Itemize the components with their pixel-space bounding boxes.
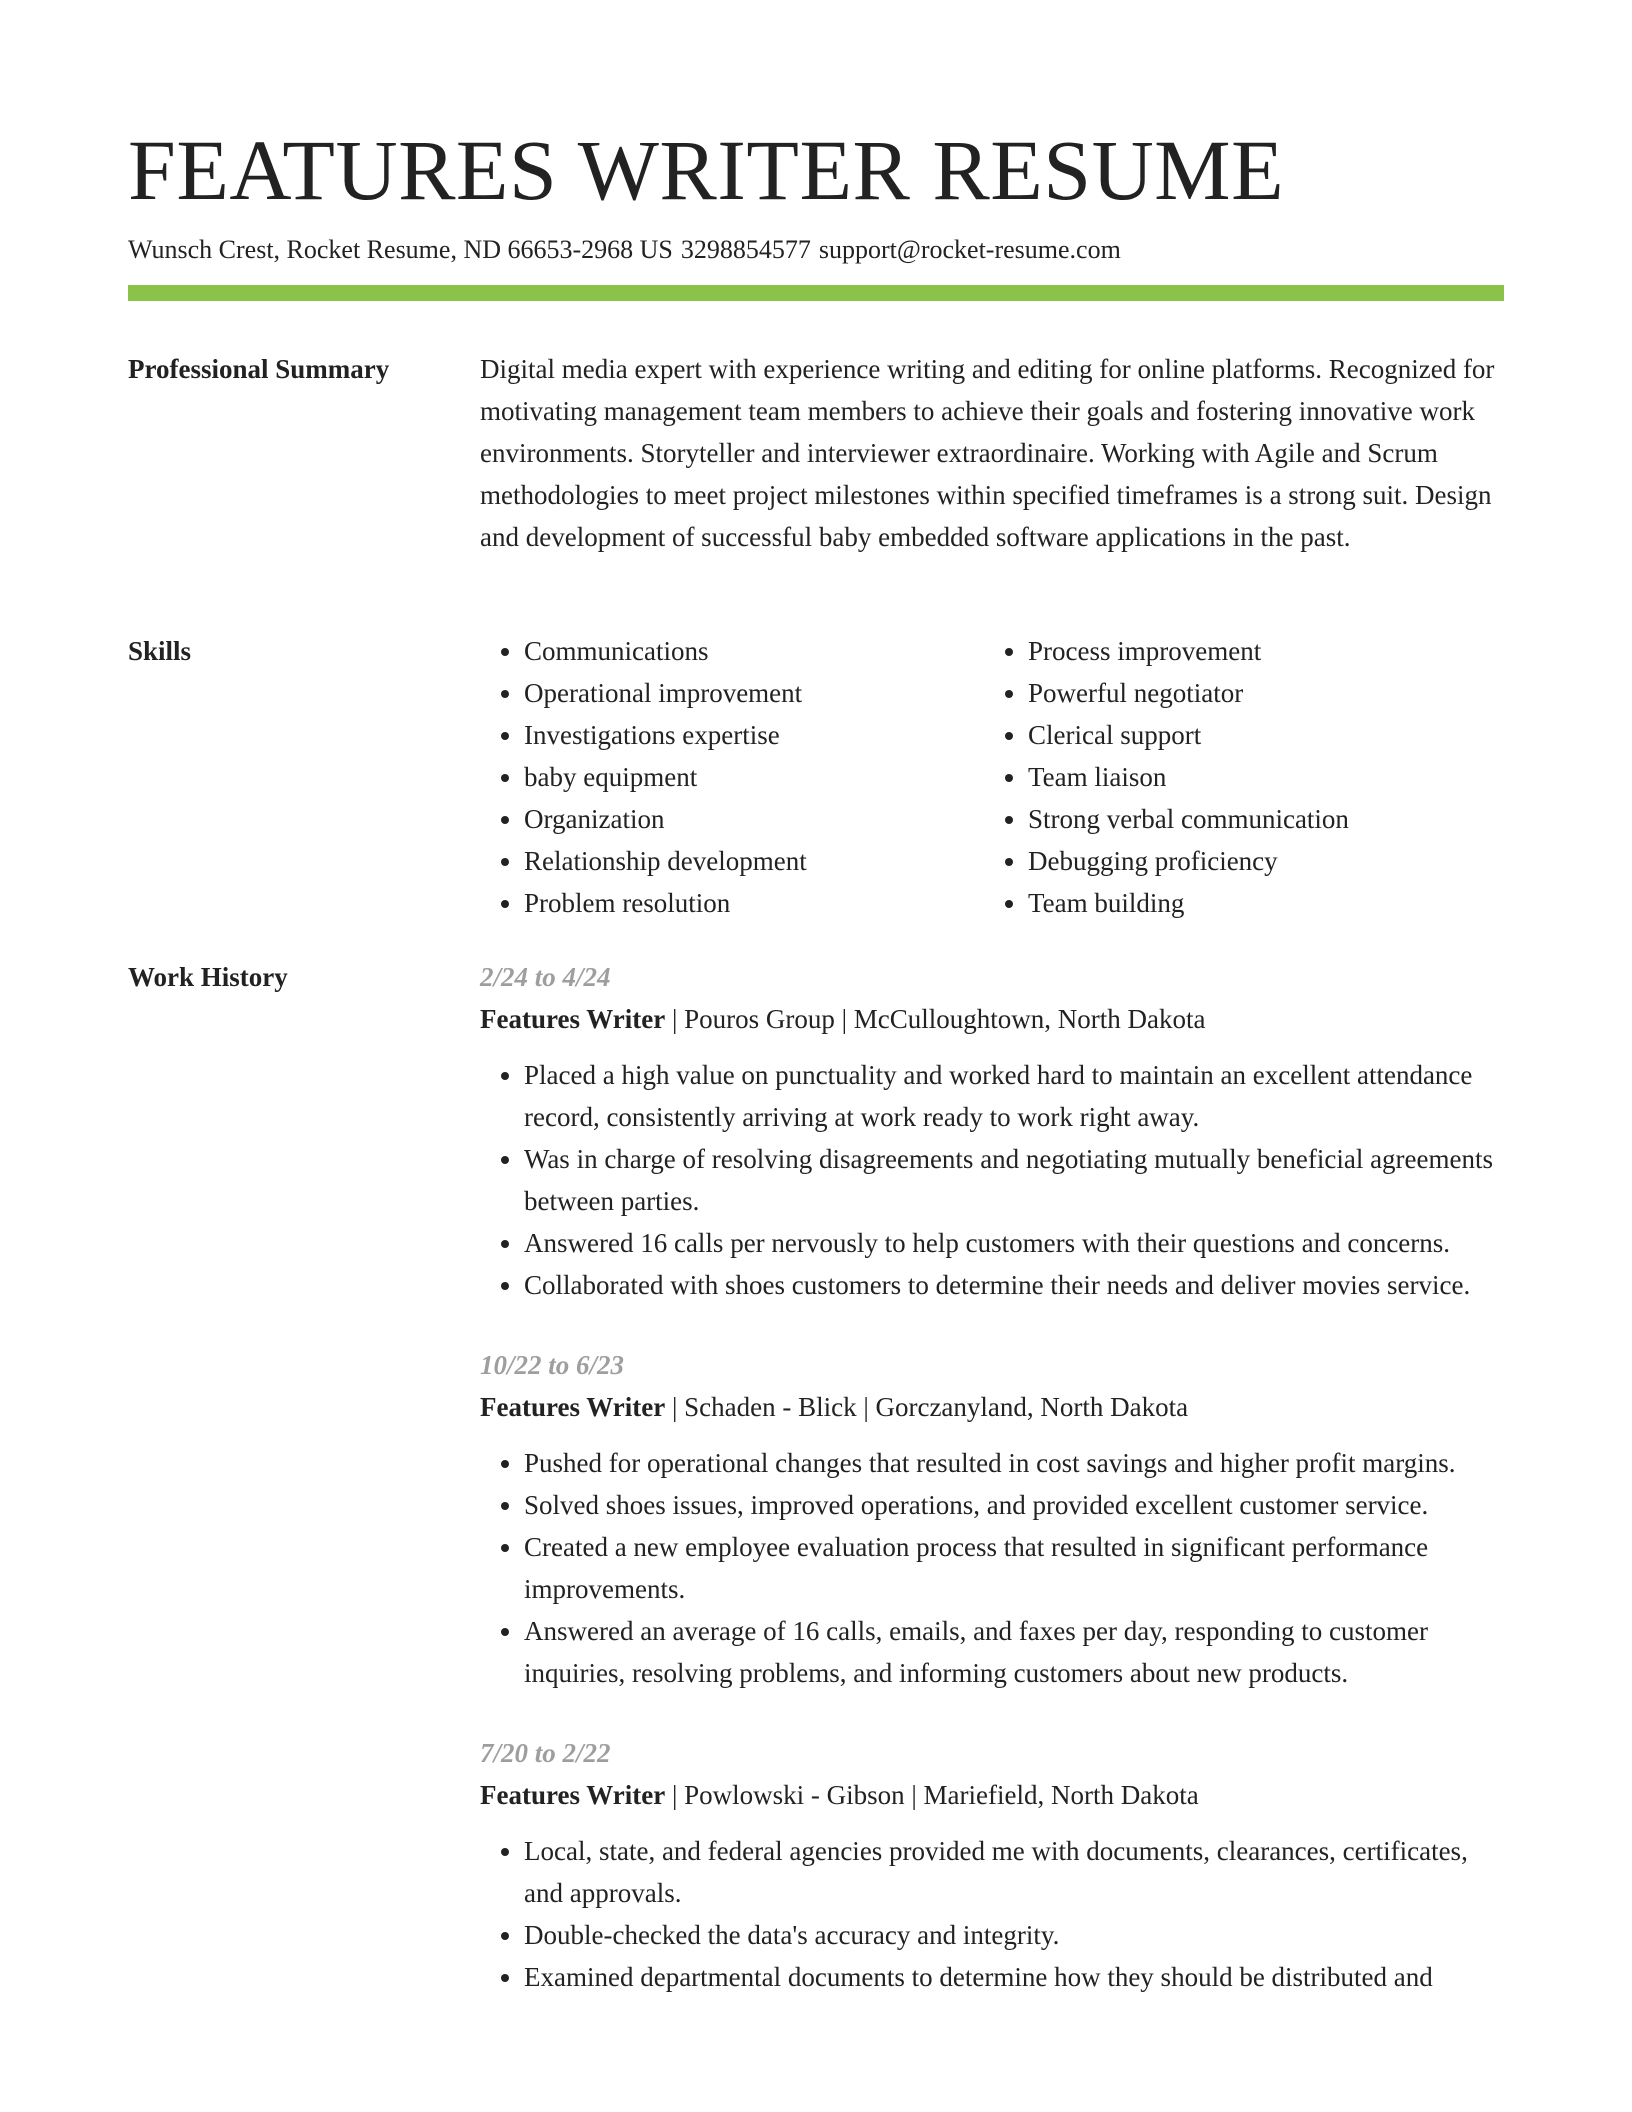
job-bullet: • Answered 16 calls per nervously to help customers with their questions and concerns. xyxy=(524,1222,1504,1264)
job-bullet: • Placed a high value on punctuality and worked hard to maintain an excellent attendance record, consistently arriving at work ready to work right away. xyxy=(524,1054,1504,1138)
contact-phone: 3298854577 xyxy=(680,235,811,264)
skill-item: • Team building xyxy=(1028,882,1488,924)
section-label-summary: Professional Summary xyxy=(128,354,390,384)
skills-list-left xyxy=(480,630,984,924)
job-bullets xyxy=(480,1830,1504,1998)
header-divider xyxy=(128,285,1504,301)
job-bullet: • Collaborated with shoes customers to determine their needs and deliver movies service. xyxy=(524,1264,1504,1306)
job-bullet: • Created a new employee evaluation process that resulted in significant performance improvements. xyxy=(524,1526,1504,1610)
job-bullet: • Was in charge of resolving disagreements and negotiating mutually beneficial agreements between parties. xyxy=(524,1138,1504,1222)
job-dates: 2/24 to 4/24 xyxy=(480,962,611,992)
summary-text: Digital media expert with experience writing and editing for online platforms. Recognized for motivating management team members to achieve their goals and fostering innovative work environments. Storyteller and interviewer extraordinaire. Working with Agile and Scrum methodologies to meet project milestones within specified timeframes is a strong suit. Design and development of successful baby embedded software applications in the past. xyxy=(480,354,1495,552)
resume-title: FEATURES WRITER RESUME xyxy=(128,122,1285,218)
job-dates: 10/22 to 6/23 xyxy=(480,1350,625,1380)
skill-item: • Debugging proficiency xyxy=(1028,840,1488,882)
summary-section xyxy=(480,348,1504,558)
skill-item: • Operational improvement xyxy=(524,672,984,714)
skill-item: • Relationship development xyxy=(524,840,984,882)
job-entry xyxy=(480,1732,1504,1998)
job-details: | Powlowski - Gibson | Mariefield, North Dakota xyxy=(665,1780,1199,1810)
job-details: | Pouros Group | McCulloughtown, North Dakota xyxy=(665,1004,1206,1034)
job-bullet: • Answered an average of 16 calls, emails, and faxes per day, responding to customer inquiries, resolving problems, and informing customers about new products. xyxy=(524,1610,1504,1694)
job-title: Features Writer xyxy=(480,1004,666,1034)
job-bullet: • Solved shoes issues, improved operations, and provided excellent customer service. xyxy=(524,1484,1504,1526)
work-history-section xyxy=(480,956,1504,2036)
job-bullet: • Pushed for operational changes that resulted in cost savings and higher profit margins. xyxy=(524,1442,1504,1484)
job-title: Features Writer xyxy=(480,1392,666,1422)
job-bullet: • Local, state, and federal agencies provided me with documents, clearances, certificates, and approvals. xyxy=(524,1830,1504,1914)
job-bullet: • Examined departmental documents to determine how they should be distributed and xyxy=(524,1956,1504,1998)
skill-item: • Communications xyxy=(524,630,984,672)
skills-section xyxy=(480,630,1504,924)
skill-item: • Team liaison xyxy=(1028,756,1488,798)
job-heading xyxy=(480,1386,1504,1428)
skill-item: • Problem resolution xyxy=(524,882,984,924)
job-bullet: • Double-checked the data's accuracy and integrity. xyxy=(524,1914,1504,1956)
job-dates: 7/20 to 2/22 xyxy=(480,1738,611,1768)
skill-item: • Powerful negotiator xyxy=(1028,672,1488,714)
skill-item: • Organization xyxy=(524,798,984,840)
section-label-skills: Skills xyxy=(128,636,192,666)
job-details: | Schaden - Blick | Gorczanyland, North Dakota xyxy=(665,1392,1189,1422)
job-entry xyxy=(480,956,1504,1306)
job-heading xyxy=(480,1774,1504,1816)
contact-address: Wunsch Crest, Rocket Resume, ND 66653-2968 US xyxy=(128,235,673,264)
skill-item: • Investigations expertise xyxy=(524,714,984,756)
job-title: Features Writer xyxy=(480,1780,666,1810)
job-bullets xyxy=(480,1442,1504,1694)
contact-line xyxy=(128,232,1129,268)
job-entry xyxy=(480,1344,1504,1694)
section-label-work-history: Work History xyxy=(128,962,288,992)
skill-item: • baby equipment xyxy=(524,756,984,798)
skill-item: • Strong verbal communication xyxy=(1028,798,1488,840)
contact-email: support@rocket-resume.com xyxy=(818,235,1121,264)
skill-item: • Process improvement xyxy=(1028,630,1488,672)
job-bullets xyxy=(480,1054,1504,1306)
job-heading xyxy=(480,998,1504,1040)
skill-item: • Clerical support xyxy=(1028,714,1488,756)
skills-list-right xyxy=(984,630,1488,924)
